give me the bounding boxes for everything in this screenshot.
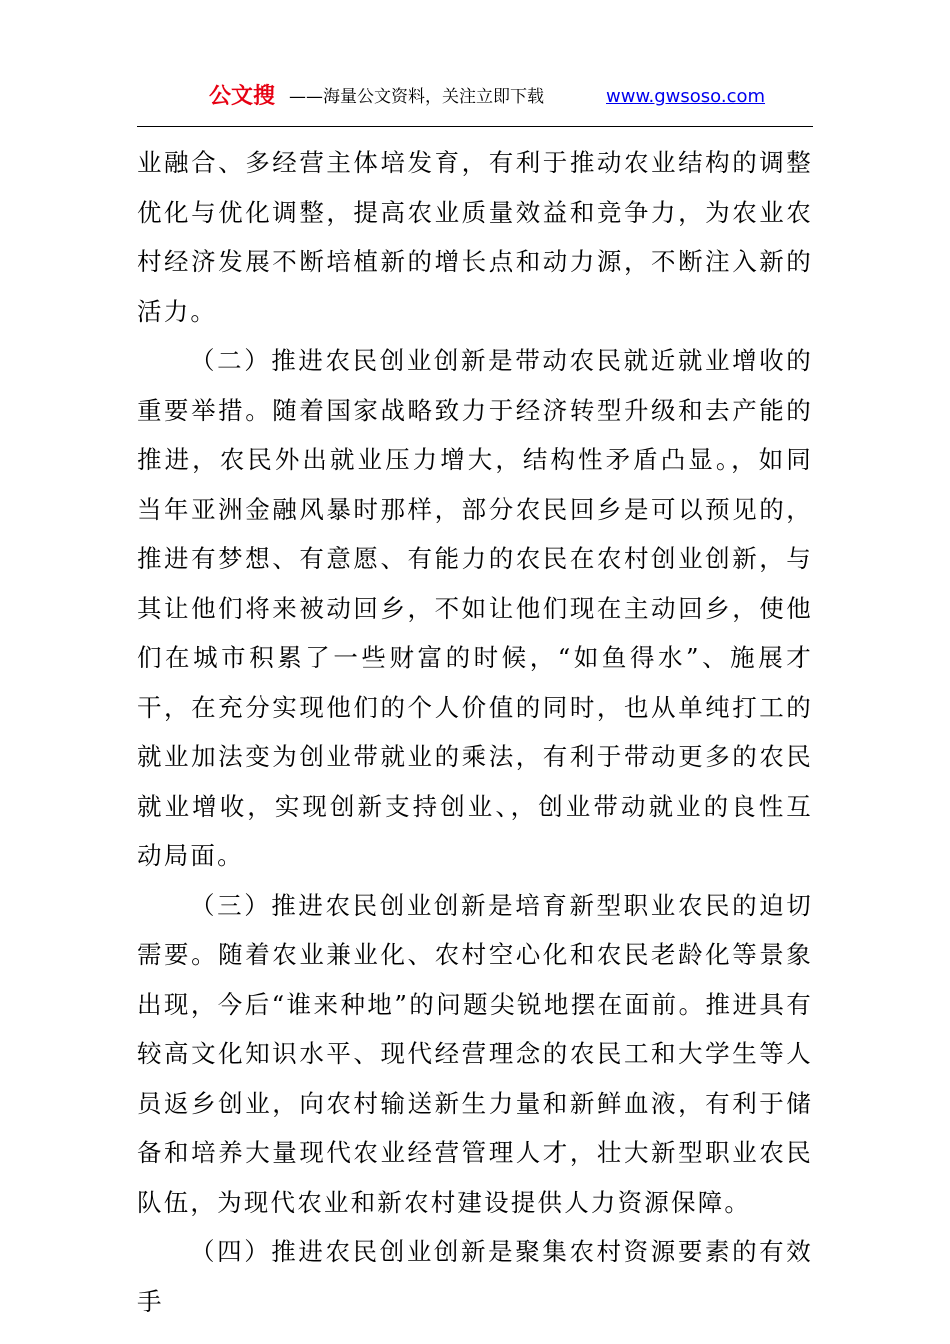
brand-logo-text: 公文搜 — [209, 84, 276, 109]
paragraph-section-two: （二）推进农民创业创新是带动农民就近就业增收的重要举措。随着国家战略致力于经济转型升级和去产能的推进，农民外出就业压力增大，结构性矛盾凸显。，如同当年亚洲金融风暴时那样，部分农民回乡是可以预见的，推进有梦想、有意愿、有能力的农民在农村创业创新，与其让他们将来被动回乡，不如让他们现在主动回乡，使他们在城市积累了一些财富的时候，“如鱼得水”、施展才干，在充分实现他们的个人价值的同时，也从单纯打工的就业加法变为创业带就业的乘法，有利于带动更多的农民就业增收，实现创新支持创业、，创业带动就业的良性互动局面。 — [137, 346, 813, 870]
paragraph-section-three: （三）推进农民创业创新是培育新型职业农民的迫切需要。随着农业兼业化、农村空心化和农民老龄化等景象出现，今后“谁来种地”的问题尖锐地摆在面前。推进具有较高文化知识水平、现代经营理念的农民工和大学生等人员返乡创业，向农村输送新生力量和新鲜血液，有利于储备和培养大量现代农业经营管理人才，壮大新型职业农民队伍，为现代农业和新农村建设提供人力资源保障。 — [137, 890, 813, 1217]
page-header — [137, 82, 813, 112]
paragraph-section-four: （四）推进农民创业创新是聚集农村资源要素的有效手 — [137, 1237, 813, 1316]
site-link[interactable]: www.gwsoso.com — [606, 86, 766, 107]
paragraph-continuation: 业融合、多经营主体培发育，有利于推动农业结构的调整优化与优化调整，提高农业质量效益和竞争力，为农业农村经济发展不断培植新的增长点和动力源，不断注入新的活力。 — [137, 148, 813, 326]
header-tagline: ——海量公文资料，关注立即下载 — [289, 87, 544, 107]
header-divider — [137, 126, 813, 127]
document-body — [137, 138, 813, 1326]
